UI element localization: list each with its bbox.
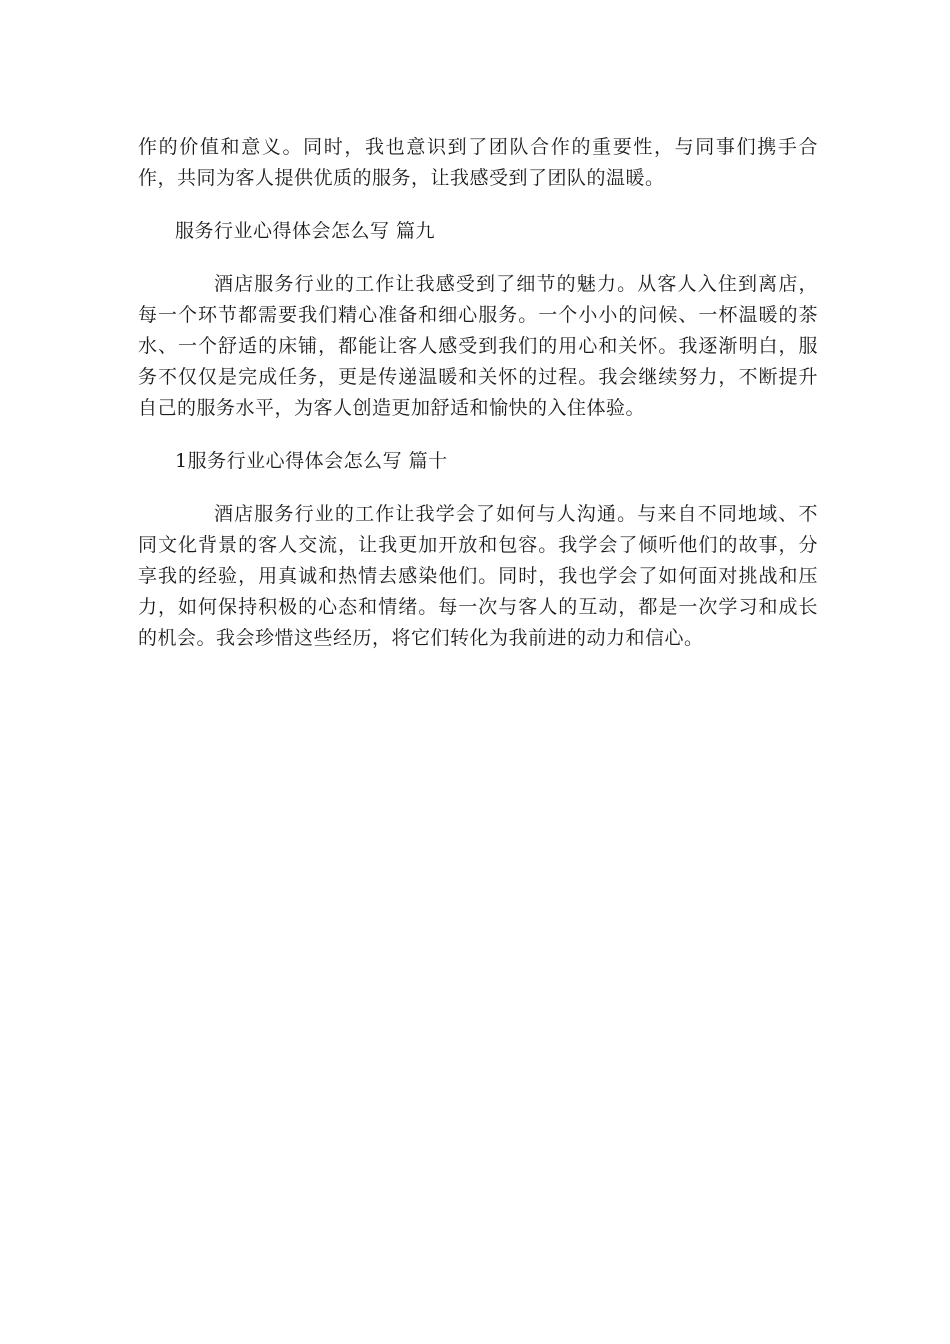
spacer	[138, 194, 818, 216]
spacer	[138, 247, 818, 269]
section-nine-heading: 服务行业心得体会怎么写 篇九	[175, 220, 436, 242]
spacer	[138, 477, 818, 499]
section-ten-body: 酒店服务行业的工作让我学会了如何与人沟通。与来自不同地域、不同文化背景的客人交流，让我更加开放和包容。我学会了倾听他们的故事，分享我的经验，用真诚和热情去感染他们。同时，我也学会了如何面对挑战和压力，如何保持积极的心态和情绪。每一次与客人的互动，都是一次学习和成长的机会。我会珍惜这些经历，将它们转化为我前进的动力和信心。	[138, 503, 818, 649]
continuation-paragraph: 作的价值和意义。同时，我也意识到了团队合作的重要性，与同事们携手合作，共同为客人提供优质的服务，让我感受到了团队的温暖。	[138, 136, 818, 189]
section-nine-body: 酒店服务行业的工作让我感受到了细节的魅力。从客人入住到离店，每一个环节都需要我们精心准备和细心服务。一个小小的问候、一杯温暖的茶水、一个舒适的床铺，都能让客人感受到我们的用心和关怀。我逐渐明白，服务不仅仅是完成任务，更是传递温暖和关怀的过程。我会继续努力，不断提升自己的服务水平，为客人创造更加舒适和愉快的入住体验。	[138, 273, 818, 419]
section-ten-heading: 1服务行业心得体会怎么写 篇十	[175, 450, 448, 472]
spacer	[138, 424, 818, 446]
document-body	[138, 132, 818, 654]
